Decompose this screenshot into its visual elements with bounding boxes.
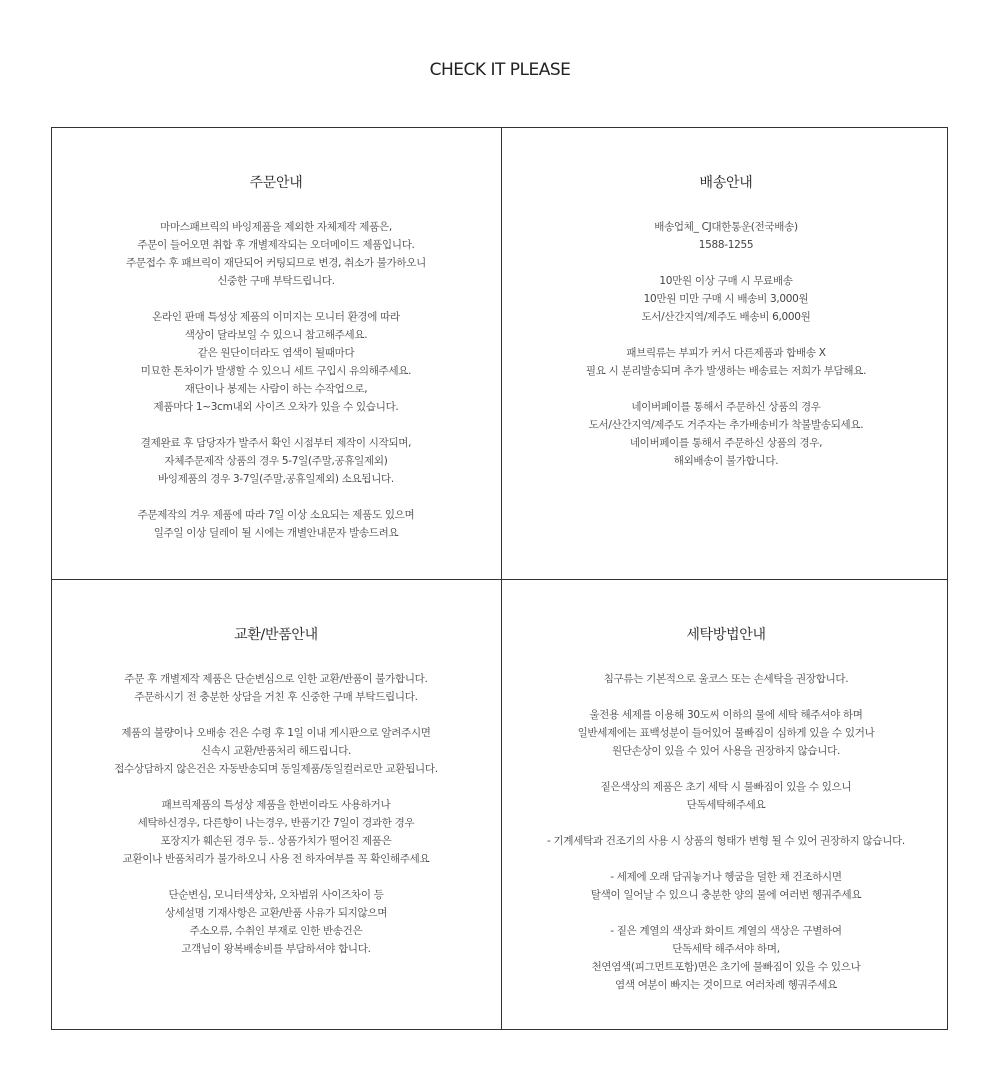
- text-line: - 짙은 계열의 색상과 화이트 계열의 색상은 구별하여: [610, 925, 842, 937]
- section-title: 배송안내: [699, 175, 753, 191]
- text-line: 고객님이 왕복배송비를 부담하셔야 합니다.: [181, 943, 371, 955]
- section-body: [502, 218, 950, 470]
- text-line: 원단손상이 있을 수 있어 사용을 권장하지 않습니다.: [612, 745, 840, 757]
- text-line: 패브릭제품의 특성상 제품을 한번이라도 사용하거나: [161, 799, 391, 811]
- text-line: 단독세탁 해주셔야 하며,: [672, 943, 780, 955]
- text-line: 포장지가 훼손된 경우 등.. 상품가치가 떨어진 제품은: [160, 835, 392, 847]
- text-line: 바잉제품의 경우 3-7일(주말,공휴일제외) 소요됩니다.: [158, 473, 394, 485]
- text-line: 세탁하신경우, 다른향이 나는경우, 반품기간 7일이 경과한 경우: [137, 817, 415, 829]
- text-line: - 기계세탁과 건조기의 사용 시 상품의 형태가 변형 될 수 있어 권장하지 않습니다.: [547, 835, 905, 847]
- text-line: 단순변심, 모니터색상차, 오차범위 사이즈차이 등: [168, 889, 384, 901]
- text-line: 일반세제에는 표백성분이 들어있어 물빠짐이 심하게 있을 수 있거나: [577, 727, 875, 739]
- text-line: 제품마다 1~3cm내외 사이즈 오차가 있을 수 있습니다.: [153, 401, 399, 413]
- text-line: 주소오류, 수취인 부재로 인한 반송건은: [189, 925, 363, 937]
- info-grid: [51, 127, 948, 1030]
- section-title: 주문안내: [249, 175, 303, 191]
- section-title: 세탁방법안내: [686, 627, 766, 643]
- text-line: 1588-1255: [698, 239, 754, 251]
- text-line: 미묘한 톤차이가 발생할 수 있으니 세트 구입시 유의해주세요.: [140, 365, 412, 377]
- paragraph: [52, 218, 500, 290]
- text-line: 주문접수 후 패브릭이 재단되어 커팅되므로 변경, 취소가 불가하오니: [126, 257, 426, 269]
- paragraph: [502, 344, 950, 380]
- text-line: 색상이 달라보일 수 있으니 참고해주세요.: [184, 329, 368, 341]
- paragraph: [52, 724, 500, 778]
- section-body: [502, 670, 950, 994]
- paragraph: [502, 398, 950, 470]
- paragraph: [502, 832, 950, 850]
- text-line: 패브릭류는 부피가 커서 다른제품과 합배송 X: [626, 347, 826, 359]
- text-line: 필요 시 분리발송되며 추가 발생하는 배송료는 저희가 부담해요.: [585, 365, 867, 377]
- paragraph: [52, 670, 500, 706]
- paragraph: [52, 434, 500, 488]
- text-line: 상세설명 기재사항은 교환/반품 사유가 되지않으며: [164, 907, 388, 919]
- text-line: 도서/산간지역/제주도 배송비 6,000원: [641, 311, 811, 323]
- text-line: 일주일 이상 딜레이 될 시에는 개별안내문자 발송드려요: [153, 527, 399, 539]
- text-line: 배송업체_ CJ대한통운(전국배송): [654, 221, 798, 233]
- text-line: 도서/산간지역/제주도 거주자는 추가배송비가 착불발송되세요.: [588, 419, 864, 431]
- washing-method-section: [502, 580, 950, 1012]
- text-line: 온라인 판매 특성상 제품의 이미지는 모니터 환경에 따라: [152, 311, 400, 323]
- text-line: 주문제작의 겨우 제품에 따라 7일 이상 소요되는 제품도 있으며: [137, 509, 415, 521]
- text-line: 단독세탁해주세요: [686, 799, 766, 811]
- paragraph: [52, 886, 500, 958]
- text-line: - 세제에 오래 담궈놓거나 헹굼을 덜한 채 건조하시면: [610, 871, 842, 883]
- text-line: 자체주문제작 상품의 경우 5-7일(주말,공휴일제외): [164, 455, 388, 467]
- order-info-section: [52, 128, 500, 560]
- paragraph: [52, 308, 500, 416]
- paragraph: [502, 868, 950, 904]
- text-line: 짙은색상의 제품은 초기 세탁 시 물빠짐이 있을 수 있으니: [600, 781, 852, 793]
- paragraph: [52, 506, 500, 542]
- text-line: 울전용 세제를 이용해 30도씨 이하의 물에 세탁 해주셔야 하며: [589, 709, 863, 721]
- section-body: [52, 670, 500, 958]
- paragraph: [502, 670, 950, 688]
- text-line: 탈색이 일어날 수 있으니 충분한 양의 물에 여러번 헹궈주세요: [590, 889, 862, 901]
- text-line: 주문이 들어오면 취합 후 개별제작되는 오더메이드 제품입니다.: [137, 239, 415, 251]
- shipping-info-section: [502, 128, 950, 488]
- paragraph: [502, 778, 950, 814]
- paragraph: [502, 922, 950, 994]
- text-line: 마마스패브릭의 바잉제품을 제외한 자체제작 제품은,: [160, 221, 392, 233]
- text-line: 교환이나 반품처리가 불가하오니 사용 전 하자여부를 꼭 확인해주세요: [122, 853, 430, 865]
- text-line: 주문 후 개별제작 제품은 단순변심으로 인한 교환/반품이 불가합니다.: [124, 673, 428, 685]
- section-body: [52, 218, 500, 542]
- text-line: 네이버페이를 통해서 주문하신 상품의 경우: [631, 401, 821, 413]
- text-line: 결제완료 후 담당자가 발주서 확인 시점부터 제작이 시작되며,: [140, 437, 412, 449]
- text-line: 주문하시기 전 충분한 상담을 거친 후 신중한 구매 부탁드립니다.: [134, 691, 418, 703]
- text-line: 제품의 불량이나 오배송 건은 수령 후 1일 이내 게시판으로 알려주시면: [121, 727, 431, 739]
- paragraph: [52, 796, 500, 868]
- exchange-return-section: [52, 580, 500, 976]
- page-title: CHECK IT PLEASE: [429, 60, 571, 80]
- section-title: 교환/반품안내: [234, 627, 318, 643]
- paragraph: [502, 272, 950, 326]
- text-line: 침구류는 기본적으로 울코스 또는 손세탁을 권장합니다.: [603, 673, 849, 685]
- text-line: 해외배송이 불가합니다.: [673, 455, 779, 467]
- text-line: 같은 원단이더라도 염색이 될때마다: [197, 347, 355, 359]
- text-line: 10만원 미만 구매 시 배송비 3,000원: [643, 293, 809, 305]
- text-line: 접수상담하지 않은건은 자동반송되며 동일제품/동일컬러로만 교환됩니다.: [114, 763, 438, 775]
- paragraph: [502, 218, 950, 254]
- paragraph: [502, 706, 950, 760]
- text-line: 염색 여분이 빠지는 것이므로 여러차례 헹궈주세요: [615, 979, 837, 991]
- text-line: 10만원 이상 구매 시 무료배송: [659, 275, 793, 287]
- text-line: 천연염색(피그먼트포함)면은 초기에 물빠짐이 있을 수 있으나: [591, 961, 861, 973]
- text-line: 재단이나 봉제는 사람이 하는 수작업으로,: [184, 383, 368, 395]
- text-line: 신속시 교환/반품처리 해드립니다.: [200, 745, 352, 757]
- text-line: 신중한 구매 부탁드립니다.: [217, 275, 335, 287]
- text-line: 네이버페이를 통해서 주문하신 상품의 경우,: [629, 437, 823, 449]
